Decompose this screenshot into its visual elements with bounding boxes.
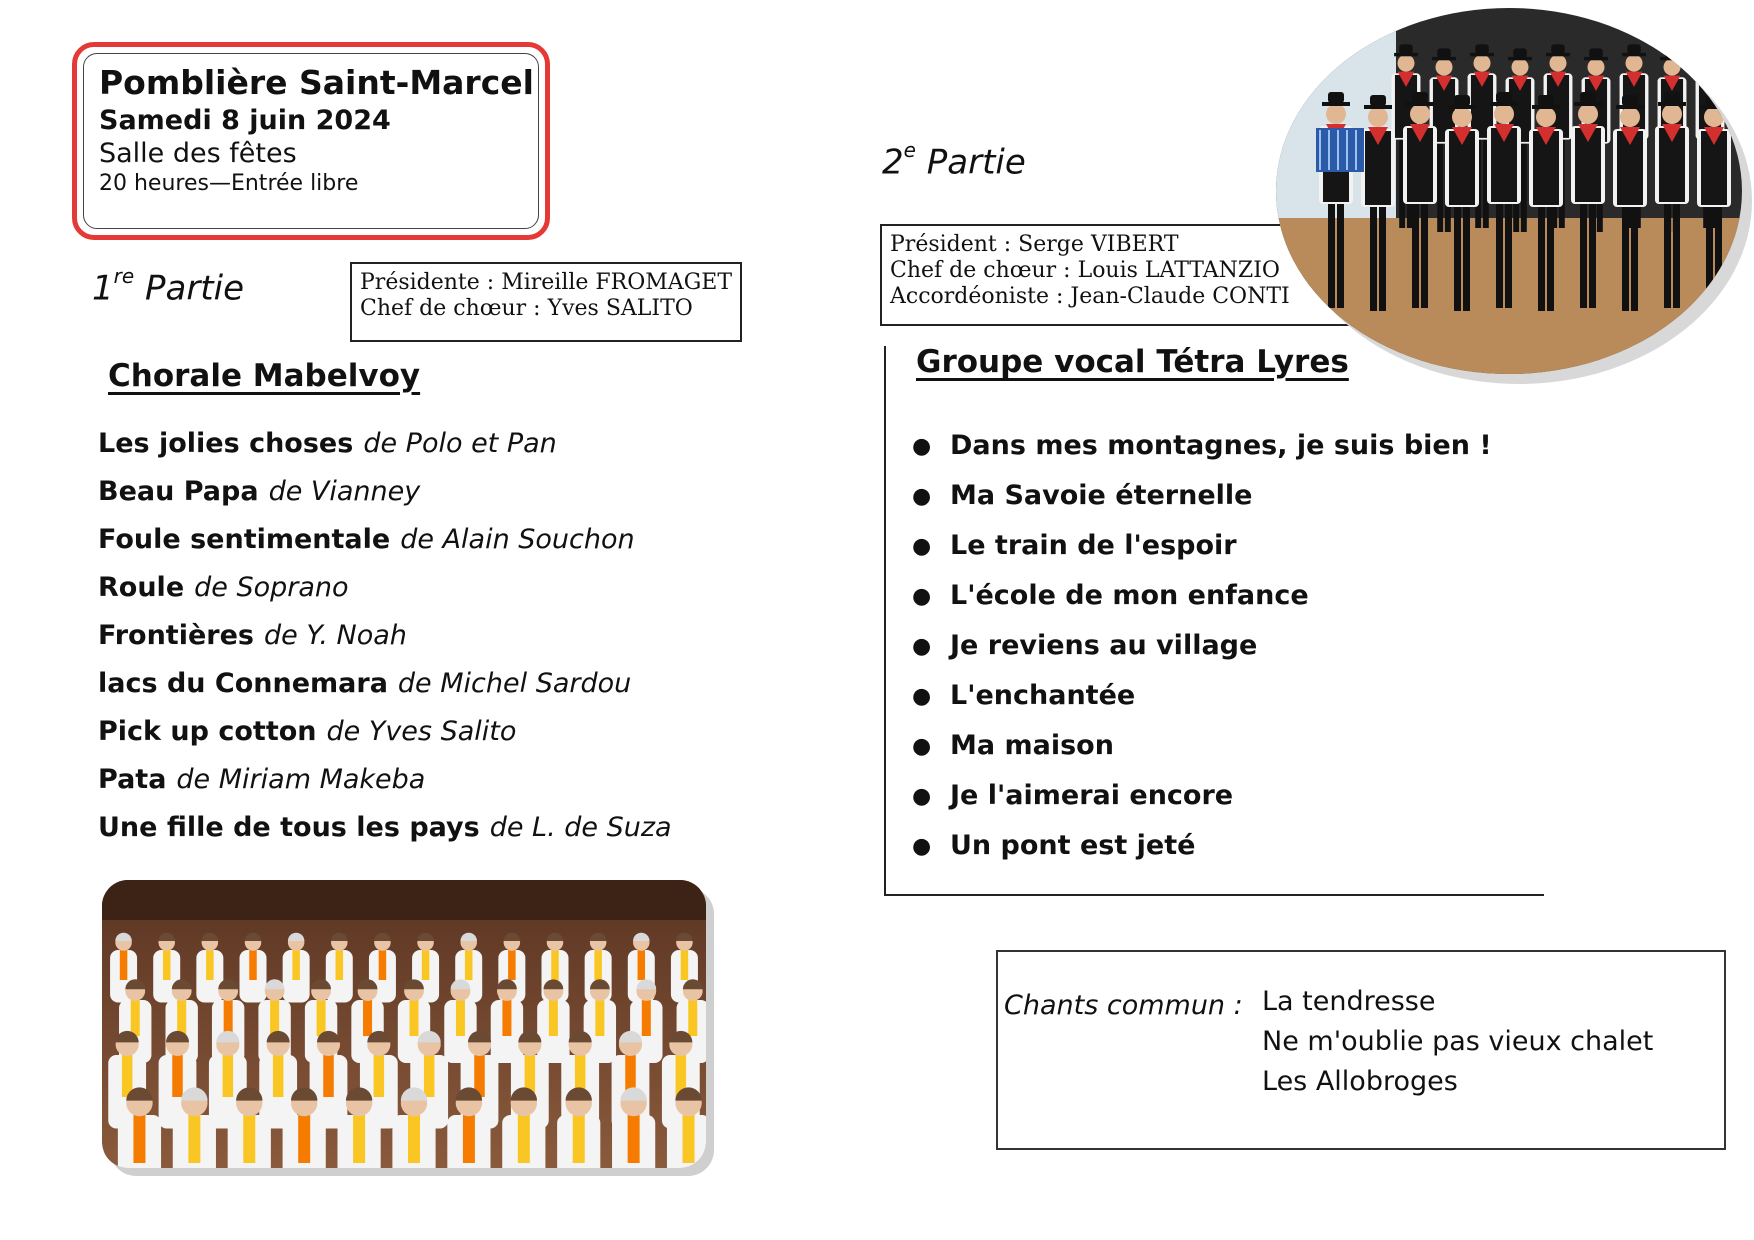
song-author: de Yves Salito (326, 716, 517, 747)
part2-number: 2 (882, 142, 904, 183)
event-title: Pomblière Saint-Marcel (99, 63, 534, 102)
song-author: de Soprano (194, 572, 349, 603)
song-item (98, 572, 672, 620)
song-item (912, 680, 1492, 730)
song-item (98, 524, 672, 572)
bullet-icon: ● (912, 434, 932, 459)
song-title: Ma maison (950, 730, 1114, 761)
common-song-item: Ne m'oublie pas vieux chalet (1262, 1026, 1654, 1057)
song-title: Pata (98, 764, 167, 795)
bullet-icon: ● (912, 584, 932, 609)
song-title: Un pont est jeté (950, 830, 1196, 861)
bullet-icon: ● (912, 634, 932, 659)
part2-accordionist: Accordéoniste : Jean-Claude CONTI (890, 284, 1290, 309)
song-author: de Vianney (268, 476, 421, 507)
song-item (912, 730, 1492, 780)
bullet-icon: ● (912, 734, 932, 759)
song-title: Pick up cotton (98, 716, 317, 747)
event-time: 20 heures—Entrée libre (99, 171, 359, 196)
part2-choir-title: Groupe vocal Tétra Lyres (916, 344, 1349, 380)
bullet-icon: ● (912, 834, 932, 859)
event-venue: Salle des fêtes (99, 138, 297, 169)
song-item (912, 780, 1492, 830)
part2-song-list (912, 430, 1492, 880)
part1-number: 1 (92, 268, 114, 309)
song-author: de Y. Noah (263, 620, 407, 651)
song-item (98, 620, 672, 668)
part1-staff-box (350, 262, 742, 342)
bullet-icon: ● (912, 534, 932, 559)
song-item (912, 530, 1492, 580)
song-author: de L. de Suza (489, 812, 672, 843)
choir-photo (102, 880, 706, 1168)
song-item (98, 716, 672, 764)
song-title: Ma Savoie éternelle (950, 480, 1253, 511)
song-title: Une fille de tous les pays (98, 812, 480, 843)
song-item (98, 668, 672, 716)
song-title: lacs du Connemara (98, 668, 388, 699)
choir-photo-illustration (102, 880, 706, 1168)
part2-heading (882, 138, 1026, 183)
common-songs-label: Chants commun : (1004, 990, 1243, 1021)
song-item (912, 480, 1492, 530)
common-song-item: Les Allobroges (1262, 1066, 1458, 1097)
song-item (912, 830, 1492, 880)
bullet-icon: ● (912, 684, 932, 709)
part2-suffix: e (903, 138, 916, 162)
song-title: Frontières (98, 620, 254, 651)
song-author: de Miriam Makeba (176, 764, 426, 795)
song-item (912, 580, 1492, 630)
song-item (98, 476, 672, 524)
part2-president: Président : Serge VIBERT (890, 232, 1179, 257)
song-title: L'école de mon enfance (950, 580, 1309, 611)
part1-word: Partie (144, 268, 244, 309)
part2-choir-leader: Chef de chœur : Louis LATTANZIO (890, 258, 1280, 283)
song-title: Roule (98, 572, 185, 603)
part1-suffix: re (113, 264, 135, 288)
part1-song-list (98, 428, 672, 860)
common-songs-box (996, 950, 1726, 1150)
group-photo-illustration (1276, 8, 1742, 374)
part1-choir-leader: Chef de chœur : Yves SALITO (360, 296, 693, 321)
song-item (912, 630, 1492, 680)
song-item (98, 428, 672, 476)
song-title: Beau Papa (98, 476, 259, 507)
part1-choir-title: Chorale Mabelvoy (108, 358, 421, 394)
song-title: Les jolies choses (98, 428, 354, 459)
song-title: Je l'aimerai encore (950, 780, 1234, 811)
song-item (98, 812, 672, 860)
common-song-list (1262, 986, 1653, 1106)
song-author: de Alain Souchon (400, 524, 635, 555)
common-song-item: La tendresse (1262, 986, 1436, 1017)
event-date: Samedi 8 juin 2024 (99, 105, 391, 136)
song-title: Je reviens au village (950, 630, 1258, 661)
group-photo (1276, 8, 1742, 374)
song-title: Foule sentimentale (98, 524, 391, 555)
song-title: L'enchantée (950, 680, 1136, 711)
song-author: de Michel Sardou (397, 668, 632, 699)
song-title: Dans mes montagnes, je suis bien ! (950, 430, 1492, 461)
event-info-box (72, 42, 550, 240)
song-item (912, 430, 1492, 480)
bullet-icon: ● (912, 484, 932, 509)
bullet-icon: ● (912, 784, 932, 809)
song-author: de Polo et Pan (363, 428, 557, 459)
song-title: Le train de l'espoir (950, 530, 1237, 561)
part1-heading (92, 264, 244, 309)
part2-word: Partie (926, 142, 1026, 183)
song-item (98, 764, 672, 812)
part1-president: Présidente : Mireille FROMAGET (360, 270, 733, 295)
accordion-icon (1316, 128, 1364, 172)
